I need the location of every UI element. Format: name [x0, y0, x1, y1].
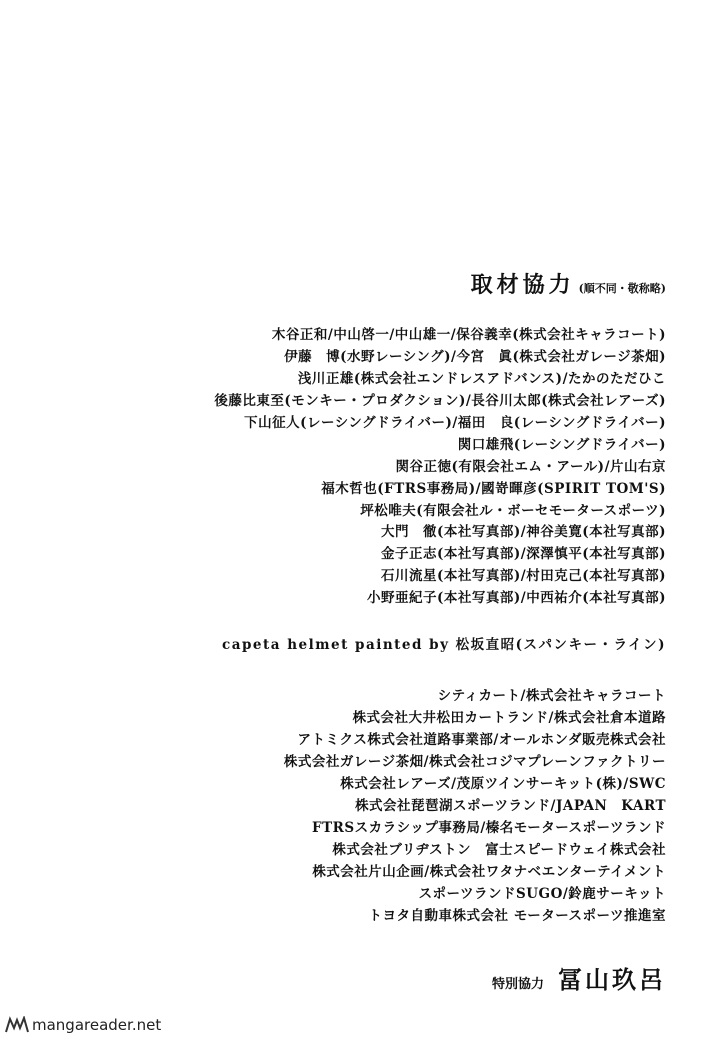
credit-line: 木谷正和/中山啓一/中山雄一/保谷義幸(株式会社キャラコート) — [271, 327, 666, 343]
heading-title: 取材協力 — [470, 272, 575, 298]
special-thanks-label: 特別協力 — [491, 977, 544, 992]
credit-line: 金子正志(本社写真部)/深澤慎平(本社写真部) — [381, 546, 666, 562]
credit-line: 株式会社大井松田カートランド/株式会社倉本道路 — [352, 710, 666, 726]
credit-line: 関口雄飛(レーシングドライバー) — [457, 437, 666, 453]
credit-line: 株式会社レアーズ/茂原ツインサーキット(株)/SWC — [340, 776, 666, 792]
credit-line: FTRSスカラシップ事務局/榛名モータースポーツランド — [311, 820, 666, 836]
credit-line: スポーツランドSUGO/鈴鹿サーキット — [418, 886, 666, 902]
credit-line: 坪松唯夫(有限会社ル・ボーセモータースポーツ) — [360, 503, 666, 519]
credit-line: 株式会社ブリヂストン 富士スピードウェイ株式会社 — [332, 842, 666, 858]
special-thanks — [492, 960, 666, 995]
credit-line: 福木哲也(FTRS事務局)/國嵜暉彦(SPIRIT TOM'S) — [321, 481, 666, 497]
credit-line: 株式会社琵琶湖スポーツランド/JAPAN KART — [355, 798, 666, 814]
credit-line: 関谷正徳(有限会社エム・アール)/片山右京 — [395, 459, 666, 475]
credit-line: 大門 徹(本社写真部)/神谷美寛(本社写真部) — [381, 524, 666, 540]
credits-heading — [471, 268, 666, 299]
credit-line: 下山征人(レーシングドライバー)/福田 良(レーシングドライバー) — [244, 415, 666, 431]
credit-line: 株式会社ガレージ茶畑/株式会社コジマプレーンファクトリー — [283, 754, 666, 770]
credit-line: 石川流星(本社写真部)/村田克己(本社写真部) — [381, 568, 666, 584]
heading-note: (順不同・敬称略) — [578, 282, 666, 295]
credit-line: 伊藤 博(水野レーシング)/今宮 眞(株式会社ガレージ茶畑) — [284, 349, 666, 365]
credit-line: アトミクス株式会社道路事業部/オールホンダ販売株式会社 — [297, 732, 666, 748]
credit-line: 小野亜紀子(本社写真部)/中西祐介(本社写真部) — [367, 590, 666, 606]
site-watermark — [4, 1016, 161, 1034]
credit-line: シティカート/株式会社キャラコート — [437, 688, 666, 704]
credit-line: 株式会社片山企画/株式会社ワタナベエンターテイメント — [312, 864, 666, 880]
watermark-text: mangareader.net — [32, 1016, 162, 1034]
helmet-credit: capeta helmet painted by 松坂直昭(スパンキー・ライン) — [222, 637, 666, 653]
credit-line: 浅川正雄(株式会社エンドレスアドバンス)/たかのただひこ — [297, 371, 666, 387]
credit-line: トヨタ自動車株式会社 モータースポーツ推進室 — [368, 908, 666, 924]
special-thanks-name: 冨山玖呂 — [558, 965, 666, 994]
credit-line: 後藤比東至(モンキー・プロダクション)/長谷川太郎(株式会社レアーズ) — [214, 393, 666, 409]
watermark-logo-icon — [4, 1016, 30, 1034]
